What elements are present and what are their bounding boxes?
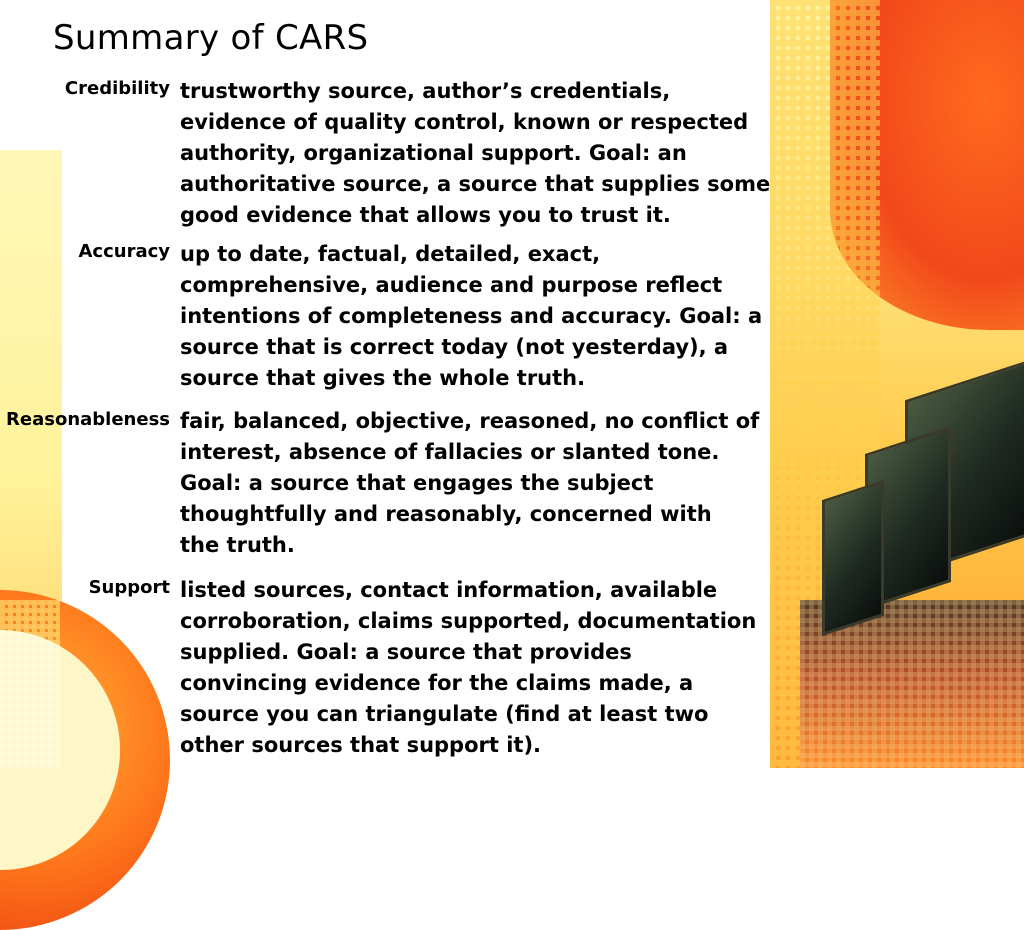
left-grid-pattern [0, 600, 60, 768]
definition-reasonableness: fair, balanced, objective, reasoned, no conflict of interest, absence of fallacies or slanted tone. Goal: a source that engages the subject thoughtfully and reasonably, concerned with the truth. [180, 409, 760, 557]
slide-title: Summary of CARS [53, 18, 369, 58]
term-credibility: Credibility [64, 78, 170, 99]
definition-support: listed sources, contact information, available corroboration, claims supported, documentation supplied. Goal: a source that provides convincing evidence for the claims made, a source you can triangulate (find at least two other sources that support it). [180, 578, 757, 757]
term-accuracy: Accuracy [78, 241, 170, 262]
definition-accuracy: up to date, factual, detailed, exact, comprehensive, audience and purpose reflect intentions of completeness and accuracy. Goal: a source that is correct today (not yesterday), a source that gives the whole truth. [180, 242, 763, 390]
monitor-graphic [822, 480, 884, 636]
definition-credibility: trustworthy source, author’s credentials, evidence of quality control, known or respected authority, organizational support. Goal: an authoritative source, a source that supplies some good evidence that allows you to trust it. [180, 79, 771, 227]
term-support: Support [88, 577, 170, 598]
term-reasonableness: Reasonableness [6, 409, 170, 430]
